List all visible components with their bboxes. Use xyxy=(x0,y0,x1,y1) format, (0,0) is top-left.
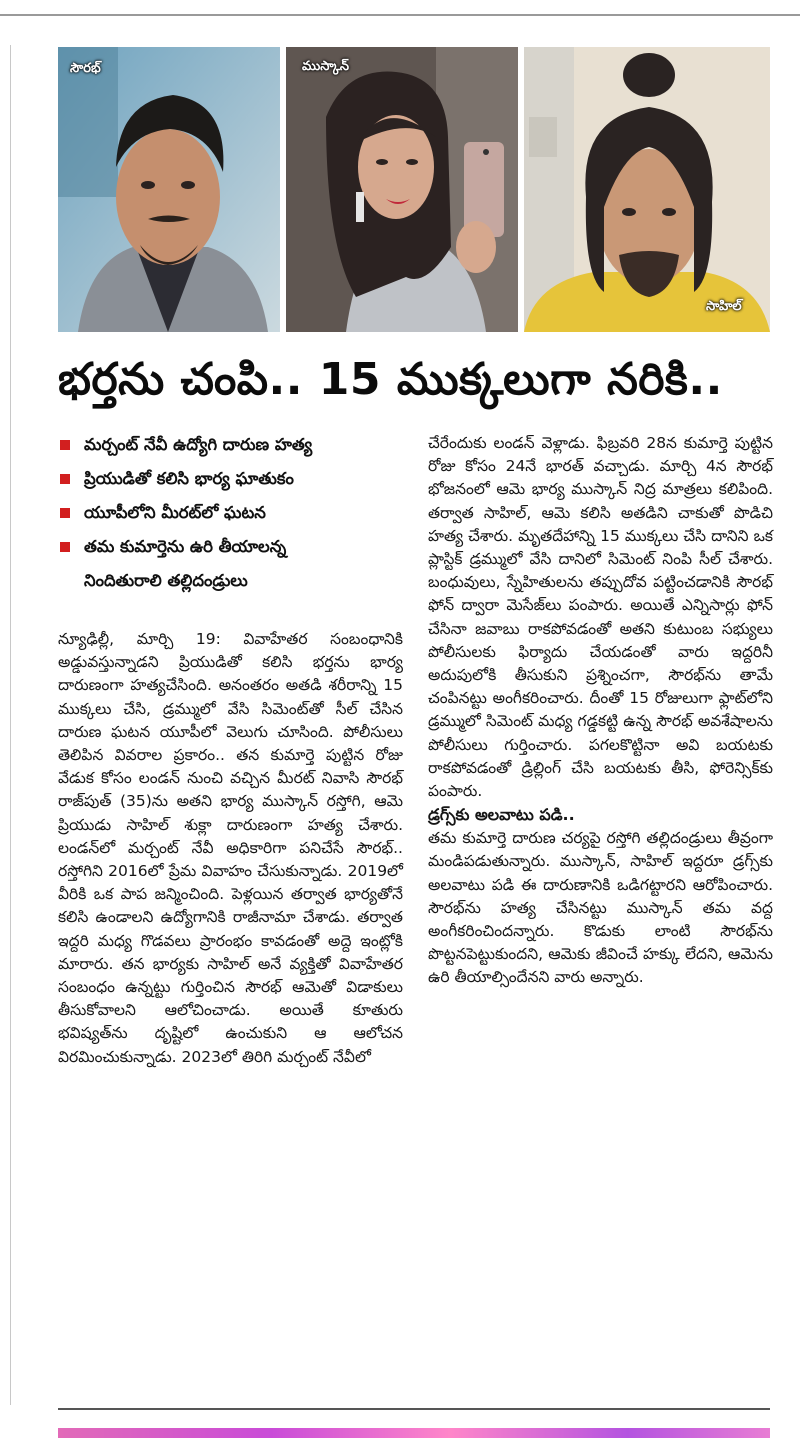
article-column-right xyxy=(428,432,773,990)
bullet-marker xyxy=(60,508,70,518)
photo-muskan xyxy=(286,47,518,332)
top-divider xyxy=(0,14,800,16)
highlight-item: యూపీలోని మీరట్‌లో ఘటన xyxy=(58,496,408,530)
bullet-marker xyxy=(60,542,70,552)
left-margin-line xyxy=(10,45,11,1405)
photo-label-sahil: సాహిల్ xyxy=(706,299,742,314)
article-column-left xyxy=(58,628,403,1069)
article-body-left: న్యూఢిల్లీ, మార్చి 19: వివాహేతర సంబంధానికి అడ్డువస్తున్నాడని ప్రియుడితో కలిసి భర్తను భార్య దారుణంగా హత్యచేసింది. అనంతరం అతడి శరీరాన్ని 15 ముక్కలు చేసి, డ్రమ్ములో వేసి సిమెంట్‌తో సీల్ చేసిన దారుణ ఘటన యూపీలో వెలుగు చూసింది. పోలీసులు తెలిపిన వివరాల ప్రకారం.. తన కుమార్తె పుట్టిన రోజు వేడుక కోసం లండన్ నుంచి వచ్చిన మీరట్ నివాసి సౌరభ్ రాజ్‌పుత్ (35)ను అతని భార్య ముస్కాన్ రస్తోగి, ఆమె ప్రియుడు సాహిల్ శుక్లా దారుణంగా హత్య చేశారు. లండన్‌లో మర్చంట్ నేవీ అధికారిగా పనిచేసే సౌరభ్.. రస్తోగిని 2016లో ప్రేమ వివాహం చేసుకున్నాడు. 2019లో వీరికి ఒక పాప జన్మించింది. పెళ్లయిన తర్వాత భార్యతోనే కలిసి ఉండాలని ఉద్యోగానికి రాజీనామా చేశాడు. తర్వాత ఇద్దరి మధ్య గొడవలు ప్రారంభం కావడంతో అద్దె ఇంట్లోకి మారారు. తన భార్యకు సాహిల్ అనే వ్యక్తితో వివాహేతర సంబంధం ఉన్నట్టు గుర్తించిన సౌరభ్ ఆమెతో విడాకులు తీసుకోవాలని ఆలోచించాడు. అయితే కూతురు భవిష్యత్‌ను దృష్టిలో ఉంచుకుని ఆ ఆలోచన విరమించుకున్నాడు. 2023లో తిరిగి మర్చంట్ నేవీలో xyxy=(58,630,403,1066)
highlight-item: తమ కుమార్తెను ఉరి తీయాలన్న xyxy=(58,530,408,564)
bullet-marker xyxy=(60,474,70,484)
photo-label-muskan: ముస్కాన్ xyxy=(302,59,349,74)
photo-label-saurabh: సౌరభ్ xyxy=(70,61,101,76)
highlights-list xyxy=(58,428,408,598)
headline: భర్తను చంపి.. 15 ముక్కలుగా నరికి.. xyxy=(58,354,723,405)
article-body-right-end: తమ కుమార్తె దారుణ చర్యపై రస్తోగి తల్లిదండ్రులు తీవ్రంగా మండిపడుతున్నారు. ముస్కాన్, సాహిల్ ఇద్దరూ డ్రగ్స్‌కు అలవాటు పడి ఈ దారుణానికి ఒడిగట్టారని ఆరోపించారు. సౌరభ్‌ను హత్య చేసినట్టు ముస్కాన్ తమ వద్ద అంగీకరించిందన్నారు. కొడుకు లాంటి సౌరభ్‌ను పొట్టనపెట్టుకుందని, ఆమెకు జీవించే హక్కు లేదని, ఆమెను ఉరి తీయాల్సిందేనని వారు అన్నారు. xyxy=(428,829,773,987)
article-subheading: డ్రగ్స్‌కు అలవాటు పడి.. xyxy=(428,805,575,825)
next-article-strip xyxy=(58,1428,770,1438)
article-body-right: చేరేందుకు లండన్ వెళ్లాడు. ఫిబ్రవరి 28న కుమార్తె పుట్టిన రోజు కోసం 24నే భారత్ వచ్చాడు. మార్చి 4న సౌరభ్ భోజనంలో ఆమె భార్య ముస్కాన్ నిద్ర మాత్రలు కలిపింది. తర్వాత సాహిల్, ఆమె కలిసి అతడిని చాకుతో పొడిచి హత్య చేశారు. మృతదేహాన్ని 15 ముక్కలు చేసి దానిని ఒక ప్లాస్టిక్ డ్రమ్ములో వేసి దానిలో సిమెంట్ నింపి సీల్ చేశారు. బంధువులు, స్నేహితులను తప్పుదోవ పట్టించడానికి సౌరభ్ ఫోన్ ద్వారా మెసేజ్‌లు పంపారు. అయితే ఎన్నిసార్లు ఫోన్ చేసినా జవాబు రాకపోవడంతో అతని కుటుంబ సభ్యులు పోలీసులకు ఫిర్యాదు చేయడంతో వారు ఇద్దరినీ అదుపులోకి తీసుకుని ప్రశ్నించగా, సౌరభ్‌ను తామే చంపినట్టు అంగీకరించారు. దీంతో 15 రోజులుగా ఫ్లాట్‌లోని డ్రమ్ములో సిమెంట్ మధ్య గడ్డకట్టి ఉన్న సౌరభ్ అవశేషాలను పోలీసులు గుర్తించారు. పగలకొట్టినా అవి బయటకు రాకపోవడంతో డ్రిల్లింగ్ చేసి బయటకు తీసి, ఫోరెన్సిక్‌కు పంపారు. xyxy=(428,434,773,801)
highlight-item: ప్రియుడితో కలిసి భార్య ఘాతుకం xyxy=(58,462,408,496)
highlight-item-continuation: నిందితురాలి తల్లిదండ్రులు xyxy=(84,571,248,590)
bullet-marker xyxy=(60,440,70,450)
photo-sahil xyxy=(524,47,770,332)
highlight-item: మర్చంట్ నేవీ ఉద్యోగి దారుణ హత్య xyxy=(58,428,408,462)
bottom-divider xyxy=(58,1408,770,1410)
photo-saurabh xyxy=(58,47,280,332)
